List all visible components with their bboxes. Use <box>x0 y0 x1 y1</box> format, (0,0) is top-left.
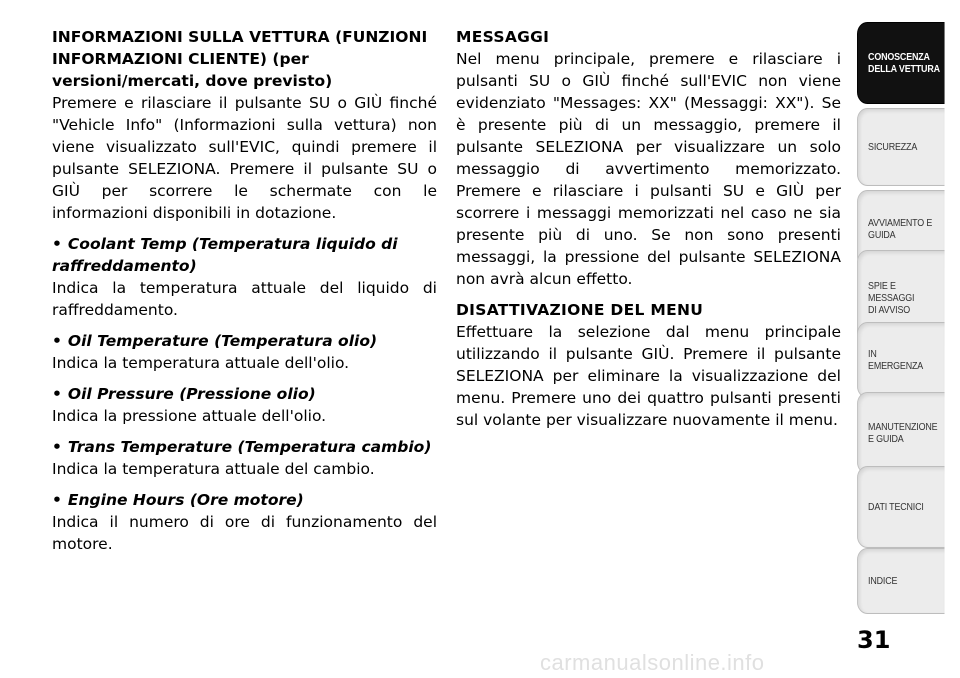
spacer <box>456 290 841 299</box>
tab-indice[interactable] <box>857 548 945 614</box>
tab-sicurezza[interactable] <box>857 108 945 186</box>
item-text: Indica la pressione attuale dell'olio. <box>52 407 327 425</box>
item-title-text: Coolant Temp (Temperatura liquido di raffreddamento) <box>52 235 398 275</box>
vehicle-info-intro: Premere e rilasciare il pulsante SU o GIÙ finché "Vehicle Info" (Informazioni sulla vettura) non viene visualizzato sull'EVIC, quindi premere il pulsante SELEZIONA. Premere il pulsante SU o GIÙ per scorrere le schermate con le informazioni disponibili in dotazione. <box>52 94 437 222</box>
tab-label: IN EMERGENZA <box>868 348 924 372</box>
section-heading-vehicle-info: INFORMAZIONI SULLA VETTURA (FUNZIONI INFORMAZIONI CLIENTE) (per versioni/mercati, dove previsto) <box>52 28 428 90</box>
watermark: carmanualsonline.info <box>540 650 765 675</box>
tab-label: CONOSCENZA DELLA VETTURA <box>868 51 940 75</box>
item-text: Indica il numero di ore di funzionamento del motore. <box>52 513 437 553</box>
item-title <box>52 233 437 277</box>
bullet-icon: • <box>52 491 62 509</box>
item-text: Indica la temperatura attuale del liquido di raffreddamento. <box>52 279 437 319</box>
tab-manutenzione-e-guida[interactable] <box>857 392 945 474</box>
left-column <box>52 26 437 555</box>
tab-label: INDICE <box>868 575 898 587</box>
tab-dati-tecnici[interactable] <box>857 466 945 548</box>
item-title-text: Oil Temperature (Temperatura olio) <box>67 332 378 350</box>
tab-label: MANUTENZIONE E GUIDA <box>868 421 938 445</box>
chapter-tab-strip <box>855 0 960 678</box>
tab-label: SPIE E MESSAGGI DI AVVISO <box>868 280 915 316</box>
item-title <box>52 330 437 352</box>
bullet-icon: • <box>52 385 62 403</box>
messaggi-text: Nel menu principale, premere e rilasciare i pulsanti SU o GIÙ finché sull'EVIC non viene evidenziato "Messages: XX" (Messaggi: XX"). Se è presente più di un messaggio, premere il pulsante SELEZIONA per visualizzare un solo messaggio di avvertimento memorizzato. Premere e rilasciare i pulsanti SU e GIÙ per scorrere i messaggi memorizzati nel caso ne sia presente più di uno. Se non sono presenti messaggi, la pressione del pulsante SELEZIONA non avrà alcun effetto. <box>456 50 841 288</box>
page-number: 31 <box>857 626 891 654</box>
section-title-disattivazione: DISATTIVAZIONE DEL MENU <box>456 301 704 319</box>
disattivazione-text: Effettuare la selezione dal menu principale utilizzando il pulsante GIÙ. Premere il pulsante SELEZIONA per eliminare la visualizzazione del menu. Premere uno dei quattro pulsanti presenti sul volante per visualizzare nuovamente il menu. <box>456 323 841 429</box>
tab-in-emergenza[interactable] <box>857 322 945 398</box>
bullet-icon: • <box>52 438 62 456</box>
tab-label: SICUREZZA <box>868 141 918 153</box>
item-title-text: Oil Pressure (Pressione olio) <box>67 385 316 403</box>
right-column <box>456 26 841 431</box>
item-title-text: Engine Hours (Ore motore) <box>67 491 304 509</box>
item-text: Indica la temperatura attuale dell'olio. <box>52 354 350 372</box>
item-title <box>52 383 437 405</box>
bullet-icon: • <box>52 332 62 350</box>
tab-label: DATI TECNICI <box>868 501 924 513</box>
item-text: Indica la temperatura attuale del cambio. <box>52 460 375 478</box>
item-title <box>52 489 437 511</box>
bullet-icon: • <box>52 235 62 253</box>
tab-conoscenza-della-vettura[interactable] <box>857 22 945 104</box>
section-title-messaggi: MESSAGGI <box>456 28 550 46</box>
item-title <box>52 436 437 458</box>
item-title-text: Trans Temperature (Temperatura cambio) <box>67 438 432 456</box>
tab-label: AVVIAMENTO E GUIDA <box>868 217 933 241</box>
